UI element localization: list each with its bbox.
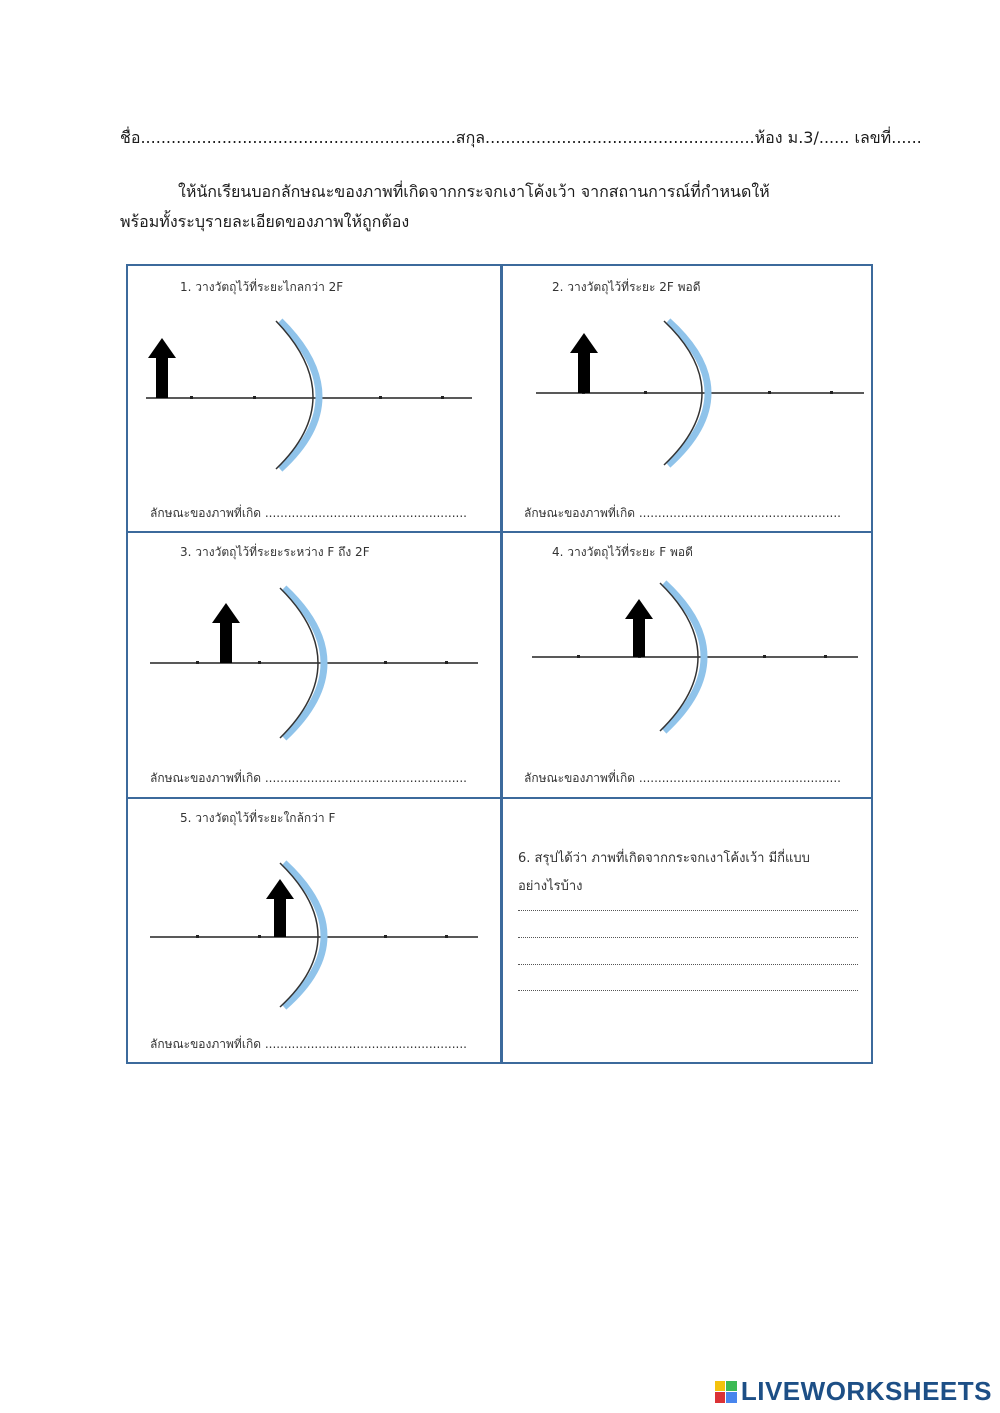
answer-line-3[interactable] (518, 963, 858, 965)
liveworksheets-brand (715, 1376, 992, 1407)
name-surname-line: ชื่อ..............................................................สกุล.....................................................ห้อง ม.3/...... เลขที่...... (120, 128, 922, 147)
brand-name: LIVEWORKSHEETS (740, 1376, 992, 1406)
cell-title-4: 4. วางวัตถุไว้ที่ระยะ F พอดี (552, 545, 693, 559)
cell-title-3: 3. วางวัตถุไว้ที่ระยะระหว่าง F ถึง 2F (180, 545, 370, 559)
liveworksheets-logo-icon (715, 1381, 737, 1403)
answer-line-1[interactable] (518, 909, 858, 911)
cell-case-3 (128, 533, 500, 798)
worksheet-grid (126, 264, 873, 1064)
cell-case-2 (502, 266, 874, 531)
cell-case-5 (128, 799, 500, 1064)
cell-summary (502, 799, 874, 1064)
cell-title-2: 2. วางวัตถุไว้ที่ระยะ 2F พอดี (552, 280, 701, 294)
instruction-line-1: ให้นักเรียนบอกลักษณะของภาพที่เกิดจากกระจกเงาโค้งเว้า จากสถานการณ์ที่กำหนดให้ (178, 182, 770, 201)
cell-footer-1: ลักษณะของภาพที่เกิด ..................................................... (150, 506, 467, 520)
cell-footer-3: ลักษณะของภาพที่เกิด ..................................................... (150, 771, 467, 785)
summary-question: 6. สรุปได้ว่า ภาพที่เกิดจากกระจกเงาโค้งเว้า มีกี่แบบ อย่างไรบ้าง (518, 851, 810, 894)
cell-footer-5: ลักษณะของภาพที่เกิด ..................................................... (150, 1037, 467, 1051)
cell-case-4 (502, 533, 874, 798)
instruction-line-2: พร้อมทั้งระบุรายละเอียดของภาพให้ถูกต้อง (120, 212, 410, 231)
mirror-diagram-1 (128, 266, 500, 531)
answer-line-4[interactable] (518, 989, 858, 991)
mirror-diagram-4 (502, 533, 874, 798)
cell-footer-4: ลักษณะของภาพที่เกิด ..................................................... (524, 771, 841, 785)
cell-case-1 (128, 266, 500, 531)
answer-line-2[interactable] (518, 936, 858, 938)
mirror-diagram-2 (502, 266, 874, 531)
mirror-diagram-3 (128, 533, 500, 798)
cell-footer-2: ลักษณะของภาพที่เกิด ..................................................... (524, 506, 841, 520)
cell-title-1: 1. วางวัตถุไว้ที่ระยะไกลกว่า 2F (180, 280, 344, 294)
mirror-diagram-5 (128, 799, 500, 1064)
cell-title-5: 5. วางวัตถุไว้ที่ระยะใกล้กว่า F (180, 811, 336, 825)
